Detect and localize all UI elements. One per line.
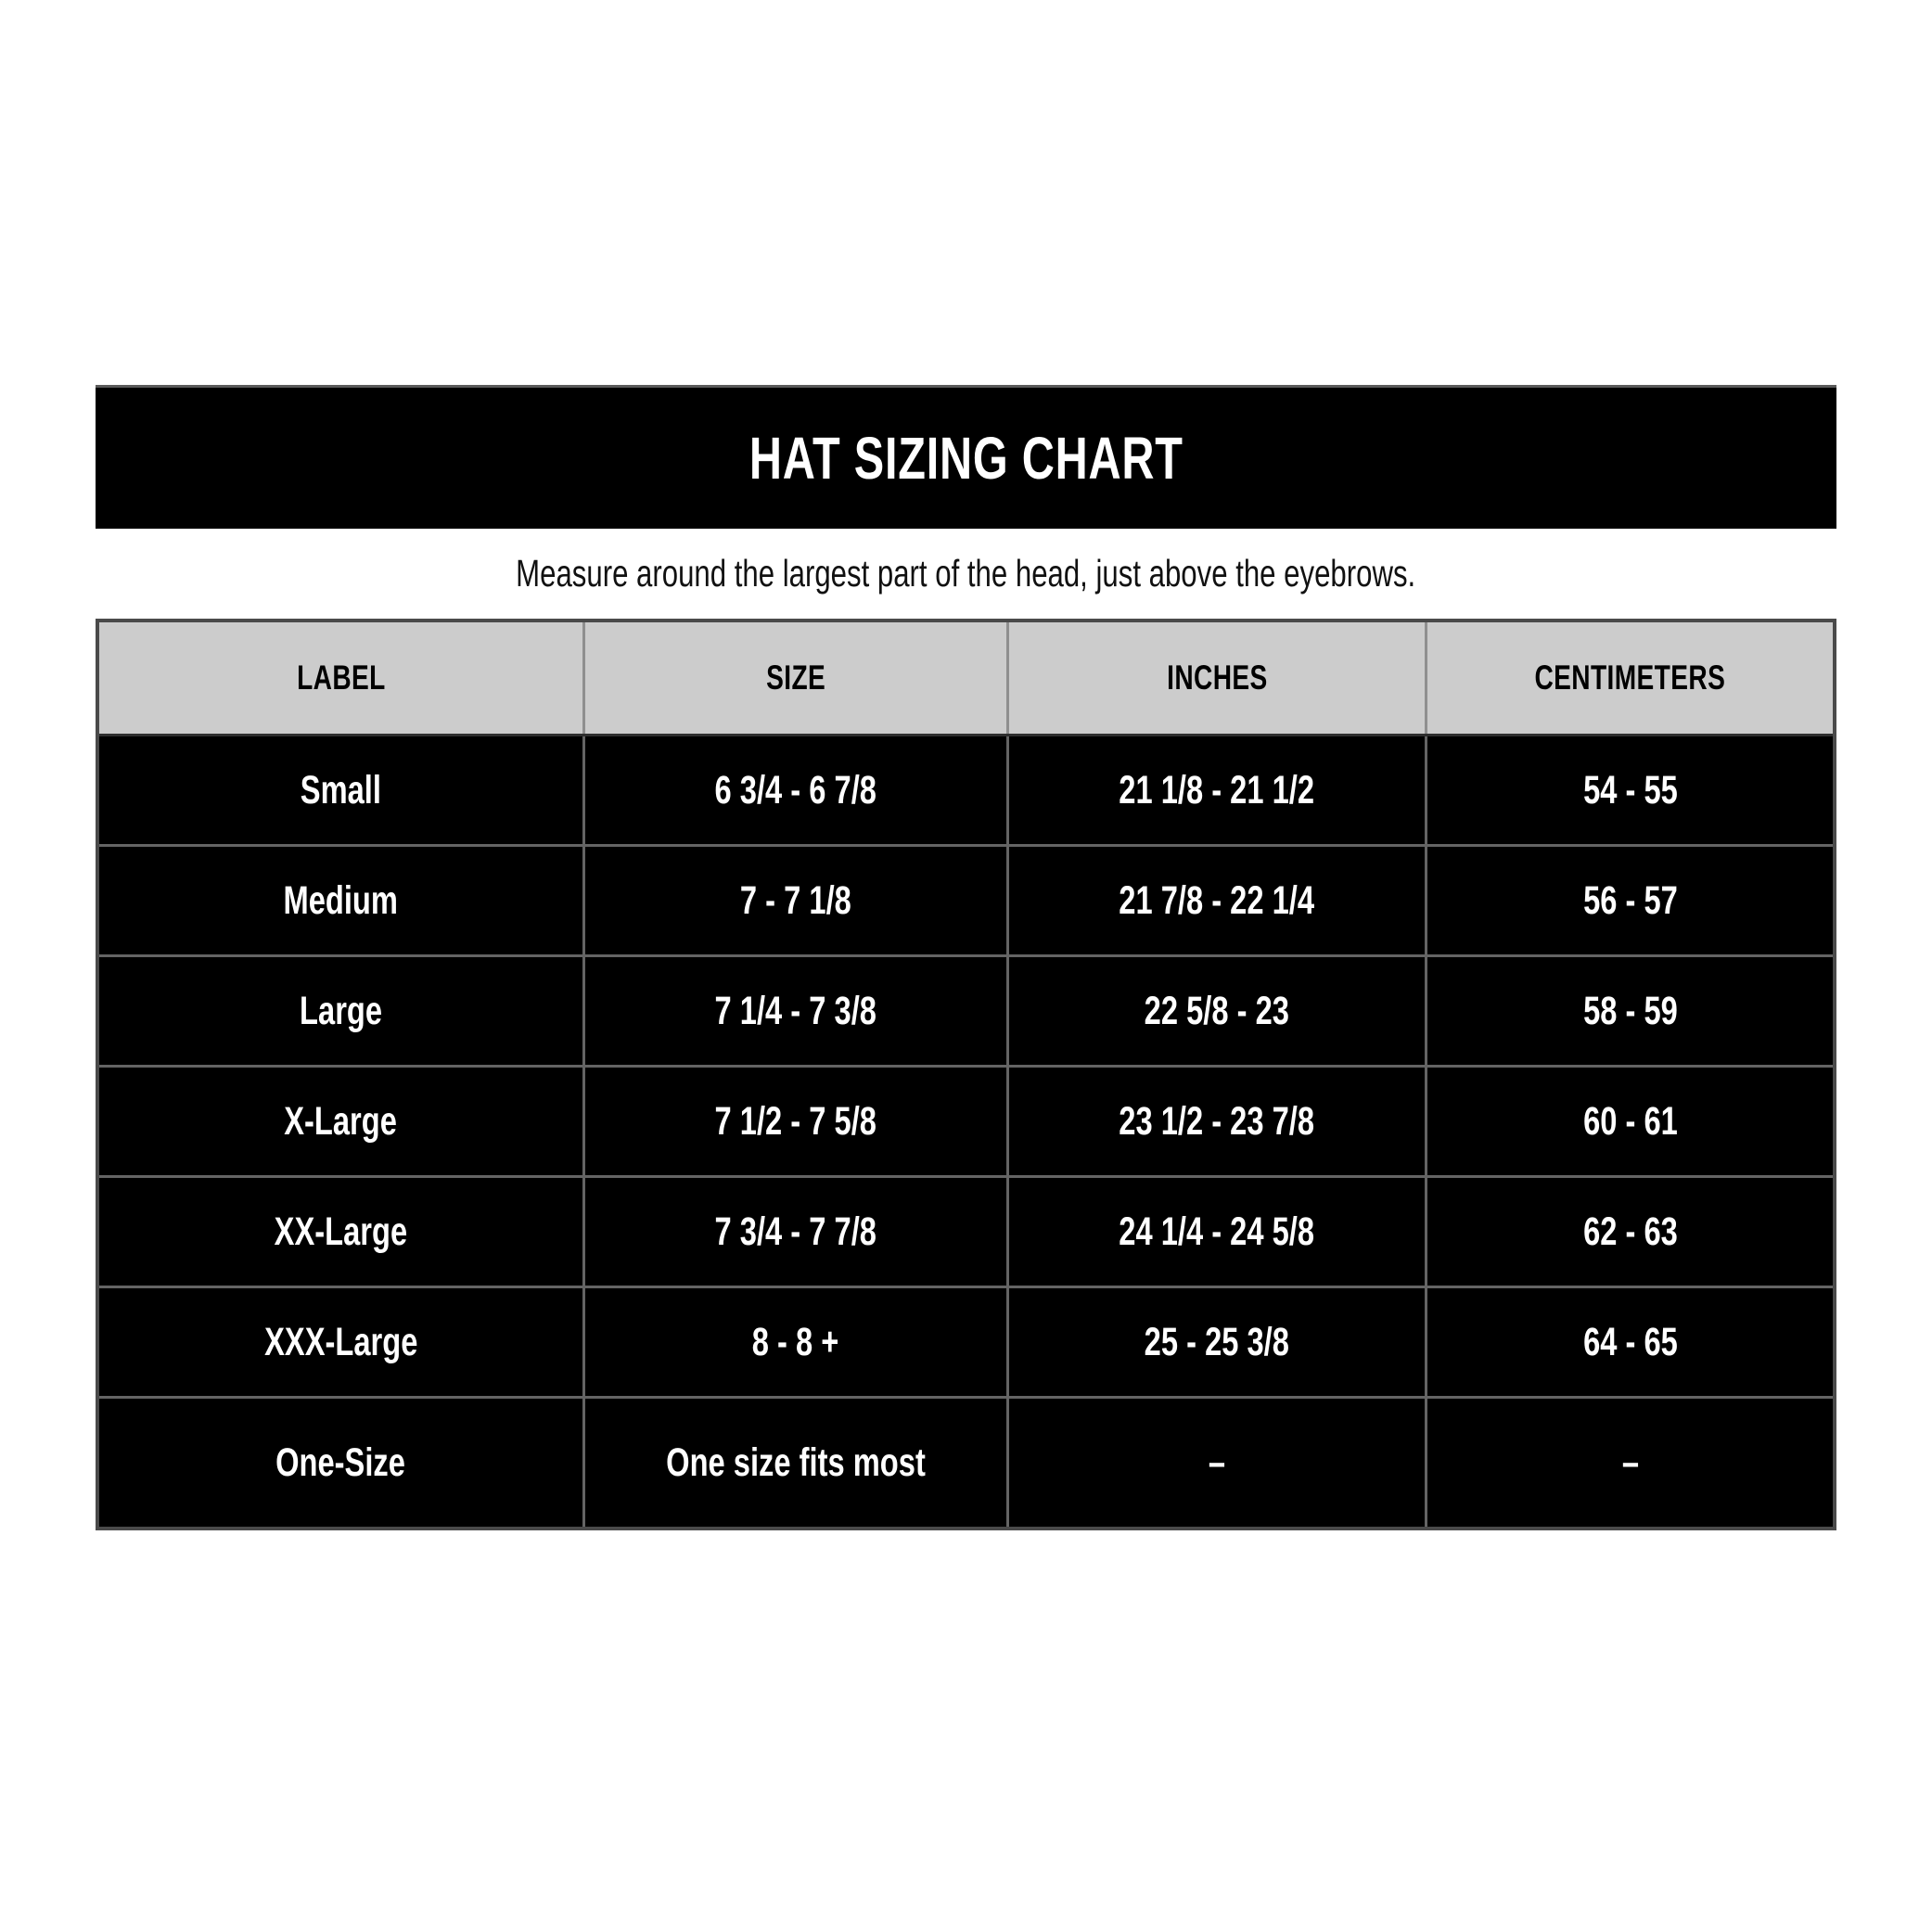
cell-label	[97, 1287, 583, 1398]
cell-text: Medium	[283, 877, 399, 923]
cell-label	[97, 1067, 583, 1177]
header-row	[97, 621, 1835, 736]
cell-centimeters	[1427, 846, 1835, 956]
cell-inches	[1007, 846, 1426, 956]
cell-label	[97, 1177, 583, 1287]
cell-text: 21 1/8 - 21 1/2	[1119, 767, 1315, 812]
cell-size	[583, 956, 1007, 1067]
table-row	[97, 1398, 1835, 1529]
cell-text: 7 3/4 - 7 7/8	[714, 1209, 877, 1254]
cell-text: 22 5/8 - 23	[1144, 988, 1290, 1033]
cell-centimeters	[1427, 736, 1835, 846]
cell-centimeters	[1427, 1287, 1835, 1398]
column-header-inches	[1007, 621, 1426, 736]
column-header-size	[583, 621, 1007, 736]
cell-inches	[1007, 1177, 1426, 1287]
cell-text: One-Size	[275, 1439, 406, 1485]
column-header-centimeters-text: CENTIMETERS	[1534, 659, 1726, 697]
column-header-label-text: LABEL	[296, 659, 386, 697]
sizing-chart	[96, 385, 1836, 1530]
cell-inches	[1007, 1067, 1426, 1177]
cell-size	[583, 846, 1007, 956]
cell-text: One size fits most	[666, 1439, 926, 1485]
banner	[96, 385, 1836, 529]
measure-instructions	[96, 529, 1836, 619]
cell-text: –	[1621, 1439, 1639, 1485]
cell-label	[97, 846, 583, 956]
cell-size	[583, 736, 1007, 846]
table-row	[97, 846, 1835, 956]
cell-label	[97, 1398, 583, 1529]
table-row	[97, 1067, 1835, 1177]
cell-text: 62 - 63	[1582, 1209, 1678, 1254]
cell-text: XXX-Large	[263, 1319, 418, 1364]
table-row	[97, 736, 1835, 846]
cell-size	[583, 1067, 1007, 1177]
cell-inches	[1007, 1398, 1426, 1529]
cell-text: 25 - 25 3/8	[1144, 1319, 1290, 1364]
cell-text: 58 - 59	[1582, 988, 1678, 1033]
column-header-size-text: SIZE	[765, 659, 825, 697]
cell-text: 60 - 61	[1582, 1098, 1678, 1144]
cell-label	[97, 956, 583, 1067]
cell-inches	[1007, 956, 1426, 1067]
table-header	[97, 621, 1835, 736]
cell-size	[583, 1177, 1007, 1287]
cell-text: 21 7/8 - 22 1/4	[1119, 877, 1315, 923]
cell-text: X-Large	[284, 1098, 398, 1144]
measure-instructions-text: Measure around the largest part of the head, just above the eyebrows.	[516, 552, 1416, 595]
cell-text: 56 - 57	[1582, 877, 1678, 923]
cell-centimeters	[1427, 1398, 1835, 1529]
cell-text: 54 - 55	[1582, 767, 1678, 812]
column-header-inches-text: INCHES	[1166, 659, 1268, 697]
cell-size	[583, 1287, 1007, 1398]
cell-text: Large	[299, 988, 382, 1033]
cell-text: Small	[300, 767, 382, 812]
cell-text: 23 1/2 - 23 7/8	[1119, 1098, 1315, 1144]
cell-label	[97, 736, 583, 846]
table-row	[97, 1177, 1835, 1287]
table-row	[97, 1287, 1835, 1398]
column-header-centimeters	[1427, 621, 1835, 736]
cell-text: XX-Large	[274, 1209, 408, 1254]
cell-inches	[1007, 736, 1426, 846]
cell-text: 7 1/2 - 7 5/8	[714, 1098, 877, 1144]
cell-centimeters	[1427, 1177, 1835, 1287]
cell-text: 64 - 65	[1582, 1319, 1678, 1364]
cell-text: –	[1209, 1439, 1226, 1485]
cell-text: 6 3/4 - 6 7/8	[714, 767, 877, 812]
page-title: HAT SIZING CHART	[748, 425, 1184, 492]
cell-inches	[1007, 1287, 1426, 1398]
cell-text: 7 - 7 1/8	[739, 877, 851, 923]
column-header-label	[97, 621, 583, 736]
cell-text: 7 1/4 - 7 3/8	[714, 988, 877, 1033]
sizing-table	[96, 619, 1836, 1530]
cell-centimeters	[1427, 1067, 1835, 1177]
table-body	[97, 736, 1835, 1529]
cell-text: 24 1/4 - 24 5/8	[1119, 1209, 1315, 1254]
cell-text: 8 - 8 +	[752, 1319, 839, 1364]
cell-centimeters	[1427, 956, 1835, 1067]
cell-size	[583, 1398, 1007, 1529]
table-row	[97, 956, 1835, 1067]
